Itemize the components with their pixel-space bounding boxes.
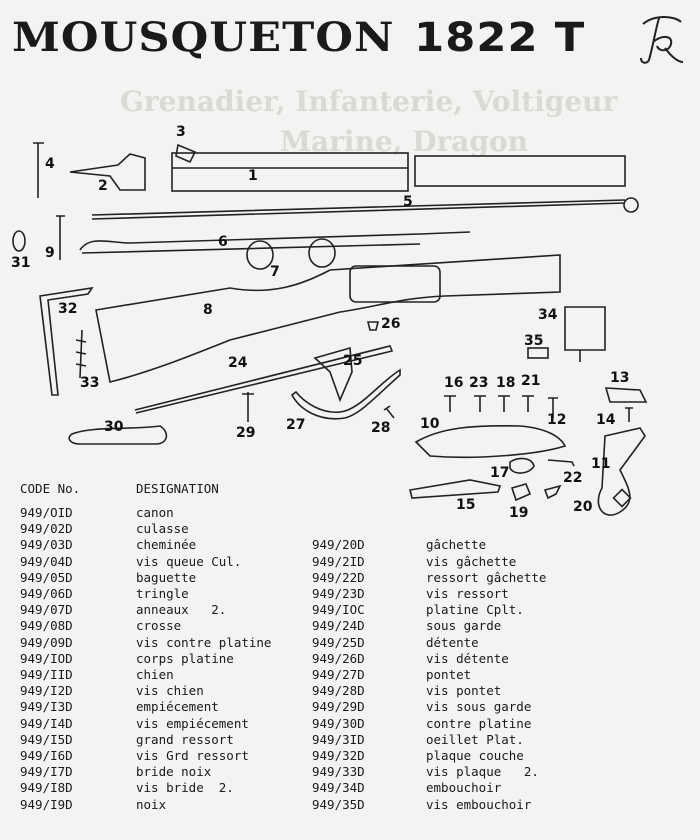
part-code: 949/3ID <box>312 731 365 747</box>
part-designation: vis bride 2. <box>136 780 234 796</box>
callout: 27 <box>286 417 306 433</box>
part-designation: empiécement <box>136 699 219 715</box>
part-noix <box>512 484 530 500</box>
part-tringle <box>80 232 470 253</box>
part-designation: baguette <box>136 569 197 585</box>
part-designation: oeillet Plat. <box>426 731 524 747</box>
part-code: 949/27D <box>312 667 365 682</box>
part-canon-end <box>415 156 625 186</box>
callout: 11 <box>591 456 611 472</box>
callout: 8 <box>203 302 213 318</box>
part-vis-bride <box>498 396 510 412</box>
part-designation: détente <box>426 634 479 650</box>
part-empiecement <box>606 388 646 402</box>
part-embouchoir <box>565 307 605 362</box>
part-designation: vis empiécement <box>136 715 249 731</box>
monogram-logo <box>635 12 687 68</box>
part-code: 949/33D <box>312 764 365 780</box>
part-code: 949/05D <box>20 569 73 585</box>
callout: 3 <box>176 124 186 140</box>
part-designation: vis détente <box>426 650 509 666</box>
part-code: 949/07D <box>20 602 73 618</box>
callout: 9 <box>45 245 55 261</box>
part-code: 949/2ID <box>312 553 365 569</box>
part-designation: chien <box>136 667 174 682</box>
part-code: 949/24D <box>312 618 365 634</box>
part-designation: pontet <box>426 667 472 682</box>
callout: 10 <box>420 416 440 432</box>
part-designation: grand ressort <box>136 731 234 747</box>
part-code: 949/02D <box>20 521 73 537</box>
part-code: 949/I4D <box>20 715 73 731</box>
callout: 33 <box>80 375 100 391</box>
part-code: 949/30D <box>312 715 365 731</box>
part-vis-gachette <box>522 396 534 412</box>
title-word: MOUSQUETON <box>12 14 395 61</box>
callout: 30 <box>104 419 124 435</box>
part-oeillet <box>13 231 25 251</box>
part-code: 949/I3D <box>20 699 73 715</box>
part-designation: culasse <box>136 521 189 537</box>
callout: 21 <box>521 373 541 389</box>
part-grand-ressort <box>410 480 500 498</box>
callout: 32 <box>58 301 78 317</box>
part-designation: vis plaque 2. <box>426 764 539 780</box>
callout: 31 <box>11 255 31 271</box>
callout: 16 <box>444 375 464 391</box>
callout: 29 <box>236 425 256 441</box>
part-designation: tringle <box>136 586 189 601</box>
part-designation: platine Cplt. <box>426 602 524 618</box>
part-designation: vis contre platine <box>136 634 272 650</box>
callout: 28 <box>371 420 391 436</box>
part-designation: canon <box>136 505 174 520</box>
part-designation: sous garde <box>426 618 502 634</box>
part-designation: bride noix <box>136 764 212 780</box>
callout: 23 <box>469 375 489 391</box>
part-code: 949/34D <box>312 780 365 796</box>
part-ressort-gachette <box>548 460 574 466</box>
part-code: 949/IID <box>20 667 73 682</box>
part-code: 949/IOC <box>312 602 365 618</box>
part-baguette <box>92 200 625 219</box>
part-bride-noix <box>510 459 534 474</box>
callout: 6 <box>218 234 228 250</box>
part-vis-grd-ressort <box>444 396 456 412</box>
part-code: 949/I7D <box>20 764 73 780</box>
callout: 5 <box>403 194 413 210</box>
part-vis-empiecement <box>625 408 633 422</box>
part-code: 949/I8D <box>20 780 73 796</box>
callout: 15 <box>456 497 476 513</box>
part-code: 949/I6D <box>20 748 73 763</box>
callout: 20 <box>573 499 593 515</box>
part-code: 949/06D <box>20 586 73 601</box>
part-vis-ressort <box>474 396 486 412</box>
part-vis-embouchoir <box>528 348 548 358</box>
part-canon <box>172 153 408 191</box>
part-designation: vis ressort <box>426 586 509 601</box>
part-designation: vis Grd ressort <box>136 748 249 763</box>
part-code: 949/IOD <box>20 650 73 666</box>
part-gachette <box>545 486 560 498</box>
callout: 26 <box>381 316 401 332</box>
callout: 2 <box>98 178 108 194</box>
part-vis-detente <box>368 322 378 330</box>
part-designation: vis pontet <box>426 683 502 699</box>
part-code: 949/04D <box>20 553 73 569</box>
part-designation: vis sous garde <box>426 699 532 715</box>
callout: 12 <box>547 412 567 428</box>
part-vis-plaque <box>76 330 86 378</box>
part-designation: crosse <box>136 618 182 634</box>
part-vis-pontet <box>384 406 394 418</box>
part-code: 949/26D <box>312 650 365 666</box>
part-designation: noix <box>136 796 167 812</box>
callout: 14 <box>596 412 616 428</box>
page-title <box>12 14 585 61</box>
callout: 17 <box>490 465 510 481</box>
part-anneau <box>309 239 335 267</box>
part-designation: ressort gâchette <box>426 569 547 585</box>
ghost-line: Marine, Dragon <box>280 125 528 158</box>
callout: 4 <box>45 156 55 172</box>
part-code: 949/35D <box>312 796 365 812</box>
callout: 13 <box>610 370 630 386</box>
part-designation: vis gâchette <box>426 553 517 569</box>
part-designation: anneaux 2. <box>136 602 227 618</box>
part-vis-queue <box>33 143 44 198</box>
part-designation: vis embouchoir <box>426 796 532 812</box>
part-code: 949/I5D <box>20 731 73 747</box>
part-crosse <box>96 255 560 382</box>
part-vis-contre-platine <box>56 216 65 260</box>
part-designation: vis queue Cul. <box>136 553 242 569</box>
exploded-parts-diagram <box>0 110 700 530</box>
part-code: 949/I2D <box>20 683 73 699</box>
part-code: 949/OID <box>20 505 73 520</box>
callout-labels <box>11 124 629 521</box>
callout: 24 <box>228 355 248 371</box>
part-vis-sous-garde <box>242 392 254 422</box>
title-year: 1822 T <box>414 15 586 61</box>
part-designation: vis chien <box>136 683 204 699</box>
callout: 35 <box>524 333 544 349</box>
part-code: 949/I9D <box>20 796 73 812</box>
part-designation: gâchette <box>426 537 487 553</box>
part-designation: cheminée <box>136 537 197 553</box>
part-code: 949/22D <box>312 569 365 585</box>
header-designation: DESIGNATION <box>136 481 219 496</box>
part-code: 949/09D <box>20 634 73 650</box>
part-code: 949/20D <box>312 537 365 553</box>
part-code: 949/23D <box>312 586 365 601</box>
ghost-line: Grenadier, Infanterie, Voltigeur <box>120 85 618 118</box>
callout: 22 <box>563 470 583 486</box>
header-code: CODE No. <box>20 481 81 496</box>
callout: 1 <box>248 168 258 184</box>
callout: 19 <box>509 505 529 521</box>
callout: 25 <box>343 353 363 369</box>
part-designation: embouchoir <box>426 780 502 796</box>
callout: 34 <box>538 307 558 323</box>
part-code: 949/29D <box>312 699 365 715</box>
part-designation: corps platine <box>136 650 234 666</box>
callout: 7 <box>270 264 280 280</box>
part-designation: contre platine <box>426 715 532 731</box>
part-code: 949/08D <box>20 618 73 634</box>
part-code: 949/03D <box>20 537 73 553</box>
callout: 18 <box>496 375 516 391</box>
part-code: 949/28D <box>312 683 365 699</box>
part-code: 949/25D <box>312 634 365 650</box>
part-designation: plaque couche <box>426 748 524 763</box>
part-pontet <box>292 370 400 419</box>
part-code: 949/32D <box>312 748 365 763</box>
